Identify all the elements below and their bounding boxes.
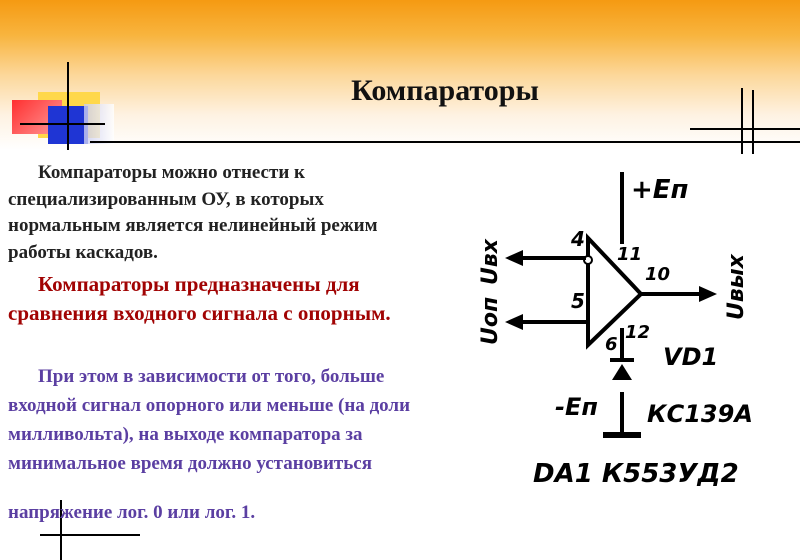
deco-horizontal-line-right — [690, 128, 800, 130]
pin-5-label: 5 — [571, 289, 585, 313]
pin-6-label: 6 — [605, 334, 618, 355]
diode-part-label: КС139А — [647, 400, 753, 428]
paragraph-purpose — [8, 270, 418, 328]
pin-11-label: 11 — [617, 244, 643, 265]
output-arrow — [699, 286, 717, 302]
output-label: Uвых — [724, 254, 749, 320]
deco-vertical-line-left — [67, 62, 69, 150]
neg-supply-label: -Eп — [555, 393, 598, 421]
paragraph-definition-text: Компараторы можно отнести к специализированным ОУ, в которых нормальным является нелинейный режим работы каскадов. — [8, 162, 378, 263]
pin-12-label: 12 — [625, 322, 651, 343]
paragraph-behavior — [8, 362, 418, 478]
paragraph-definition — [8, 160, 418, 266]
deco-vertical-line-right2 — [752, 90, 754, 154]
ref-arrow — [505, 314, 523, 330]
deco-horizontal-line-bottom — [40, 534, 140, 536]
paragraph-behavior-last-line: напряжение лог. 0 или лог. 1. — [8, 502, 256, 523]
deco-horizontal-line-left — [20, 123, 105, 125]
ref-label: Uоп — [478, 296, 503, 345]
title-underline — [90, 141, 800, 143]
chip-label: DA1 К553УД2 — [533, 459, 739, 489]
input-label: Uвх — [478, 239, 503, 285]
deco-vertical-line-right1 — [741, 88, 743, 154]
zener-diode-icon — [612, 364, 632, 380]
pin-10-label: 10 — [645, 264, 671, 285]
slide-title: Компараторы — [351, 74, 539, 107]
pos-supply-label: +Eп — [631, 175, 689, 205]
comparator-circuit-diagram — [455, 160, 800, 500]
input-arrow — [505, 250, 523, 266]
paragraph-purpose-text: Компараторы предназначены для сравнения входного сигнала с опорным. — [8, 272, 391, 325]
diode-name-label: VD1 — [663, 343, 719, 371]
paragraph-behavior-text: При этом в зависимости от того, больше входной сигнал опорного или меньше (на доли милливольта), на выходе компаратора за минимальное время должно установиться — [8, 366, 411, 474]
pin-4-label: 4 — [571, 227, 585, 251]
